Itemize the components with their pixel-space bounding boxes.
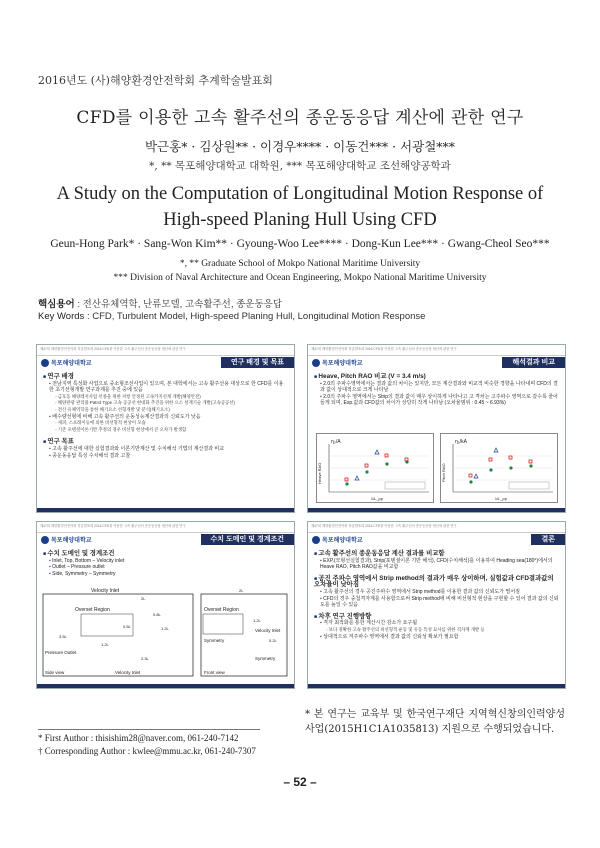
slide-footer-bar [308, 508, 565, 512]
slide-bullet: ▪ 상대적으로 저주파수 영역에서 결과 값의 신뢰성 확보가 필요함 [314, 634, 559, 641]
slide-heading: ■ 차후 연구 진행방향 [314, 614, 559, 621]
dim-0-8l: 0.8L [153, 612, 161, 617]
label-velocity-inlet-bottom: Velocity Inlet [115, 670, 141, 675]
label-side-view: Side view [45, 670, 65, 675]
logo-mark-icon [41, 359, 49, 367]
logo-mark-icon [41, 536, 49, 544]
label-symmetry-right: Symmetry [255, 656, 276, 661]
university-logo: 목포해양대학교 [41, 358, 92, 367]
keywords-english-value: : CFD, Turbulent Model, High-speed Planing Hull, Longitudinal Motion Response [86, 311, 426, 322]
slide-header [37, 356, 294, 369]
footnote-divider [38, 729, 260, 730]
slide-body [37, 546, 294, 579]
university-logo: 목포해양대학교 [41, 535, 92, 544]
dim-1-2l-b: 1.2L [101, 642, 109, 647]
label-velocity-inlet-top: Velocity Inlet [91, 588, 120, 594]
page-number: – 52 – [283, 775, 317, 789]
slide-body [308, 546, 565, 642]
slide-heading: ■ Heave, Pitch RAO 비교 (V = 3.4 m/s) [314, 374, 559, 381]
slide-top-line: 제47회 해양환경안전학회 학술발표회 2016 CFD를 이용한 고속 활주선의 종운동응답 계산에 관한 연구 [37, 345, 294, 356]
slide-bullet: ▪ EXP.(모형선실험결과), Strip(포텐셜이론 기반 해석), CFD(수치해석)를 이용하여 Heading sea(180°)에서의 Heave RAO, Pitch RAO값을 비교함 [314, 558, 559, 571]
slide-subbullet: ▫ 기존 포텐셜이론기반 추정의 경우 비선형 현상에서 큰 오차가 발생함 [43, 427, 288, 434]
slide-bullet: ▪ 2.0의 주파수 영역에서는 Strip의 결과 값이 매우 상이하게 나타나고 고 격차는 고주파수 영역으로 갈수록 줄어들게 되며, Exp.값과 CFD값의 차이가 상당히 작게 나타남 (오차율범위 : 0.45 ~ 6.93%) [314, 394, 559, 407]
korean-title: CFD를 이용한 고속 활주선의 종운동응답 계산에 관한 연구 [76, 108, 524, 128]
english-affiliation-2: *** Division of Naval Architecture and Ocean Engineering, Mokpo National Maritime University [113, 273, 487, 283]
logo-mark-icon [312, 536, 320, 544]
keywords-english [38, 311, 425, 322]
slide-header [37, 533, 294, 546]
label-pressure-outlet: Pressure Outlet [45, 650, 77, 655]
university-logo: 목포해양대학교 [312, 358, 363, 367]
slide-title-badge: 수치 도메인 및 경계조건 [201, 534, 294, 545]
keywords-korean-label: 핵심용어 [38, 299, 75, 310]
slide-bullet: ▪ 배수량선형에 비해 고속 활주선의 운동성능계산결과의 신뢰도가 낮음 [43, 414, 288, 421]
slide-domain [36, 521, 295, 689]
heave-rao-graph [316, 433, 434, 503]
slide-footer-bar [308, 684, 565, 688]
pitch-rao-graph [440, 433, 558, 503]
slide-top-line: 제47회 해양환경안전학회 학술발표회 2016 CFD를 이용한 고속 활주선의 종운동응답 계산에 관한 연구 [308, 522, 565, 533]
slide-bullet: ▪ 고속 활주선에 대한 실험결과와 이론기반계산 및 수치해석 기법의 계산결과 비교 [43, 446, 288, 453]
english-authors: Geun-Hong Park* · Sang-Won Kim** · Gyoung-Woo Lee**** · Dong-Kun Lee*** · Gwang-Cheol Seo*** [50, 238, 550, 250]
slide-bullet: ▪ 전남지역 특성화 사업으로 중소형조선사업이 있으며, 본 대학에서는 고속 활주선용 대상으로 한 CFD를 이용한 초기선형개발 연구과제를 추진 중에 있음 [43, 381, 288, 394]
graph-ylabel: Pitch RAO [441, 463, 446, 482]
graph-label: η₃/A [331, 439, 341, 445]
slide-heading: ■ 수치 도메인 및 경계조건 [43, 551, 288, 558]
dim-2l: 2L [141, 596, 146, 601]
slide-header [308, 533, 565, 546]
graph-xlabel: λ/L_pp [371, 496, 384, 501]
label-overset-region: Overset Region [75, 607, 110, 613]
korean-affiliation: *, ** 목포해양대학교 대학원, *** 목포해양대학교 조선해양공학과 [149, 160, 451, 172]
slide-header [308, 356, 565, 369]
graph-xlabel: λ/L_pp [495, 496, 508, 501]
slide-subbullet: ▫ 해양관광 관리용 Patrol Type 고속 공공선 현대화 추진을 위한 요소 설계기술 개발(고속공공선) [43, 400, 288, 407]
english-title: A Study on the Computation of Longitudinal Motion Response of High-speed Planing Hull Using CFD [56, 184, 544, 230]
label-symmetry: Symmetry [204, 638, 225, 643]
label-overset-region-2: Overset Region [204, 607, 239, 613]
slide-background [36, 344, 295, 513]
slide-bullet: ▪ 2.0의 주파수영역에서는 결과 값의 차이는 있지만, 모든 계산결과와 비교적 비슷한 경향을 나타내며 CFD의 결과 값이 상대적으로 크게 나타남 [314, 381, 559, 394]
footnote-first-author: * First Author : thisishim28@naver.com, 061-240-7142 [38, 733, 239, 743]
footnote-corresponding-author: † Corresponding Author : kwlee@mmu.ac.kr, 061-240-7307 [38, 746, 256, 756]
keywords-english-label: Key Words [38, 311, 85, 322]
slide-bullet: ▪ CFD의 경우 중첩격자계를 사용함으로써 Strip method에 비해 비선형적 현상을 구현할 수 있어 결과 값의 신뢰도를 높일 수 있음 [314, 596, 559, 609]
slide-footer-bar [37, 684, 294, 688]
dim-2l-b: 2L [239, 588, 244, 593]
slide-body [308, 369, 565, 409]
graph-ylabel: Heave RAO [317, 462, 322, 484]
slide-body [37, 369, 294, 461]
slide-heading: ■ 연구 목표 [43, 439, 288, 446]
slide-title-badge: 해석결과 비교 [502, 357, 565, 368]
conference-name: 2016년도 (사)해양환경안전학회 추계학술발표회 [38, 74, 273, 87]
slide-bullet: ▪ Inlet, Top, Bottom – Velocity inlet [43, 558, 288, 565]
keywords-korean-value: : 전산유체역학, 난류모델, 고속활주선, 종운동응답 [77, 299, 283, 310]
dim-0-2l: 0.2L [269, 638, 277, 643]
dim-0-5l: 0.5L [123, 624, 131, 629]
english-affiliation-1: *, ** Graduate School of Mokpo National Maritime University [179, 259, 421, 269]
dim-1-2l: 1.2L [161, 626, 169, 631]
slide-top-line: 제47회 해양환경안전학회 학술발표회 2016 CFD를 이용한 고속 활주선의 종운동응답 계산에 관한 연구 [37, 522, 294, 533]
slide-heading: ■ 공진 주파수 영역에서 Strip method의 결과가 매우 상이하며, 실험값과 CFD결과값의 오차율이 낮아짐 [314, 576, 559, 589]
keywords-korean [38, 296, 282, 310]
slide-heading: ■ 연구 배경 [43, 374, 288, 381]
slide-bullet: ▪ Outlet – Pressure outlet [43, 564, 288, 571]
slide-subbullet: ▫ 전산 유체역학을 통한 해기요소 선형개발 및 분석(해기요소) [43, 407, 288, 414]
slide-bullet: ▪ 격자 최적화를 통한 계산시간 감소가 요구됨 [314, 620, 559, 627]
slide-subbullet: ▫ 보다 정확한 고속 활주선의 비선형적 운동 및 유동 특성 묘사를 위한 격자계 개발 등 [314, 627, 559, 634]
slide-bullet: ▪ 고속 활주선의 경우 공진주파수 영역에서 Strip method를 이용한 결과 값의 신뢰도가 떨어짐 [314, 589, 559, 596]
slide-results [307, 344, 566, 513]
slide-title-badge: 결론 [531, 534, 565, 545]
slide-subbullet: ▫ 새퍼, 스프레이등에 의한 비선형적 현상이 모습 [43, 420, 288, 427]
university-logo: 목포해양대학교 [312, 535, 363, 544]
slide-bullet: ▪ Side, Symmetry – Symmetry [43, 571, 288, 578]
label-front-view: Front view [204, 670, 225, 675]
slide-title-badge: 연구 배경 및 목표 [221, 357, 294, 368]
slide-heading: ■ 고속 활주선의 종운동응답 계산 결과를 비교함 [314, 551, 559, 558]
dim-3-5l: 3.5L [59, 634, 67, 639]
logo-mark-icon [312, 359, 320, 367]
slide-conclusion [307, 521, 566, 689]
graph-label: η₅/kA [455, 439, 468, 445]
slide-footer-bar [37, 508, 294, 512]
label-velocity-inlet-right: Velocity Inlet [255, 628, 281, 633]
funding-note: * 본 연구는 교육부 및 한국연구재단 지역혁신창의인력양성사업(2015H1C1A1035813) 지원으로 수행되었습니다. [305, 709, 565, 735]
korean-authors: 박근홍* · 김상원** · 이경우**** · 이동건*** · 서광철*** [144, 139, 456, 154]
slide-top-line: 제47회 해양환경안전학회 학술발표회 2016 CFD를 이용한 고속 활주선의 종운동응답 계산에 관한 연구 [308, 345, 565, 356]
dim-1-2l-c: 1.2L [253, 618, 261, 623]
domain-diagram [41, 586, 290, 678]
slide-subbullet: ▫ 금호동 해양레저사업 선종을 위한 저항 안정된 고속카지선계 개발(해양안전) [43, 394, 288, 401]
dim-2-3l: 2.3L [141, 656, 149, 661]
slide-bullet: ▪ 종운동응답 특성 수치해석 결과 고찰 [43, 453, 288, 460]
